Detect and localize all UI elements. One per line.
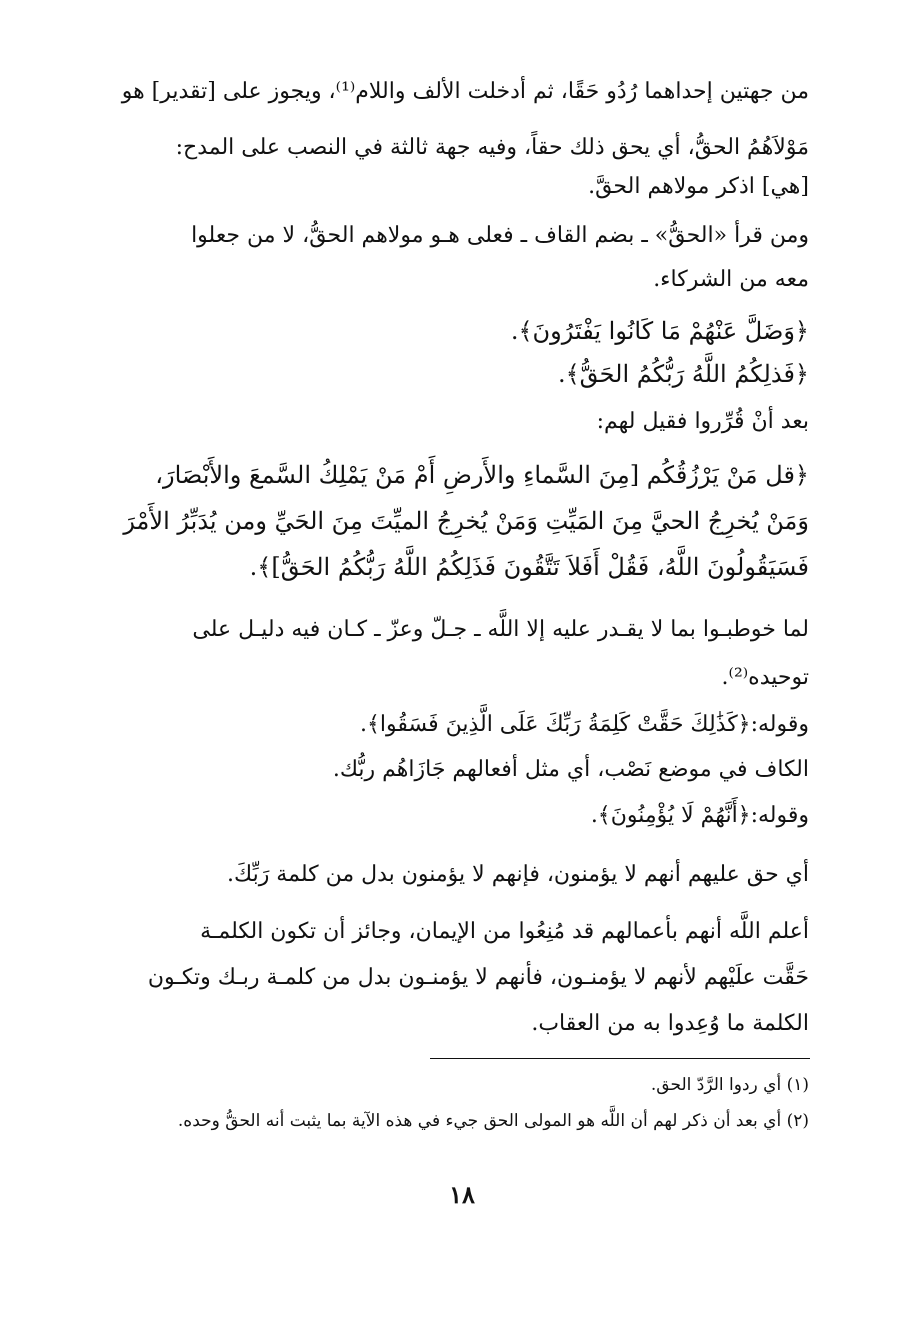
- paragraph-line: توحيده⁽²⁾.: [721, 665, 809, 690]
- footnote: (٢) أي بعد أن ذكر لهم أن اللَّه هو المولى الحق جيء في هذه الآية بما يثبت أنه الحقُّ وحده.: [177, 1111, 809, 1131]
- paragraph-line: حَقَّت علَيْهم لأنهم لا يؤمنـون، فأنهم لا يؤمنـون بدل من كلمـة ربـك وتكـون: [147, 965, 809, 990]
- footnote-divider: [430, 1058, 810, 1059]
- paragraph-line: لما خوطبـوا بما لا يقـدر عليه إلا اللَّه ـ جـلّ وعزّ ـ كـان فيه دليـل على: [192, 617, 809, 642]
- paragraph-line: [هي] اذكر مولاهم الحقَّ.: [588, 174, 809, 199]
- paragraph-line: معه من الشركاء.: [653, 267, 809, 292]
- paragraph-line: أي حق عليهم أنهم لا يؤمنون، فإنهم لا يؤمنون بدل من كلمة رَبِّكَ.: [227, 862, 809, 887]
- paragraph-line: وقوله:﴿أَنَّهُمْ لَا يُؤْمِنُونَ﴾.: [590, 803, 809, 828]
- verse-line: وَمَنْ يُخرِجُ الحيَّ مِنَ المَيِّتِ وَمَنْ يُخرِجُ الميِّتَ مِنَ الحَيِّ ومن يُدَبِّرُ الأَمْرَ: [123, 507, 809, 535]
- paragraph-line: بعد أنْ قُرِّروا فقيل لهم:: [596, 409, 809, 434]
- paragraph-line: الكاف في موضع نَصْب، أي مثل أفعالهم جَازَاهُم ربُّك.: [332, 757, 809, 782]
- paragraph-line: وقوله:﴿كَذَٰلِكَ حَقَّتْ كَلِمَةُ رَبِّكَ عَلَى الَّذِينَ فَسَقُوا﴾.: [359, 712, 809, 737]
- verse-line: ﴿قل مَنْ يَرْزُقُكُم [مِنَ السَّماءِ والأَرضِ أَمْ مَنْ يَمْلِكُ السَّمعَ والأَبْصَارَ،: [155, 461, 809, 489]
- verse-line: ﴿وَضَلَّ عَنْهُمْ مَا كَانُوا يَفْتَرُونَ﴾.: [510, 317, 809, 345]
- verse-line: ﴿فَذلِكُمُ اللَّهُ رَبُّكُمُ الحَقُّ﴾.: [557, 360, 809, 388]
- verse-line: فَسَيَقُولُونَ اللَّهُ، فَقُلْ أَفَلاَ تَتَّقُونَ فَذَلِكُمُ اللَّهُ رَبُّكُمُ الحَقُّ]﴾.: [249, 553, 809, 581]
- footnote: (١) أي ردوا الرَّدّ الحق.: [650, 1075, 809, 1095]
- paragraph-line: الكلمة ما وُعِدوا به من العقاب.: [531, 1011, 809, 1036]
- paragraph-line: مَوْلاَهُمُ الحقُّ، أي يحق ذلك حقاً، وفيه جهة ثالثة في النصب على المدح:: [175, 135, 809, 160]
- paragraph-line: أعلم اللَّه أنهم بأعمالهم قد مُنِعُوا من الإيمان، وجائز أن تكون الكلمـة: [200, 919, 809, 944]
- page-number: ١٨: [449, 1180, 475, 1209]
- paragraph-line: من جهتين إحداهما رُدُو حَقًا، ثم أدخلت الألف واللام⁽¹⁾، ويجوز على [تقدير] هو: [121, 79, 809, 104]
- paragraph-line: ومن قرأ «الحقُّ» ـ بضم القاف ـ فعلى هـو مولاهم الحقُّ، لا من جعلوا: [191, 223, 809, 248]
